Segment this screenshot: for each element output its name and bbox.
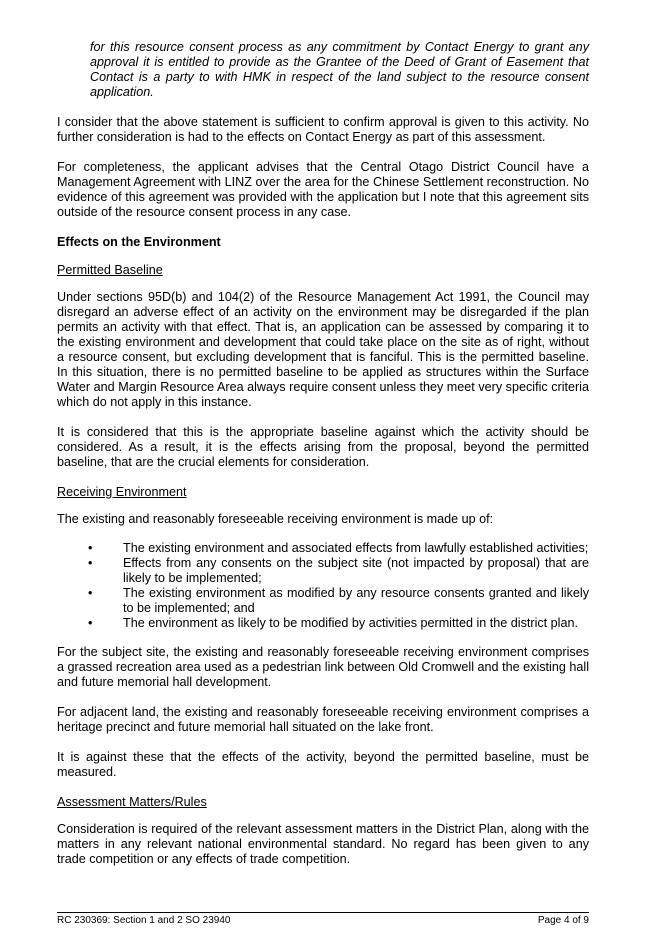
footer-reference: RC 230369: Section 1 and 2 SO 23940 <box>57 915 231 926</box>
list-item-text: The environment as likely to be modified by activities permitted in the district plan. <box>123 616 578 630</box>
subheading-permitted-baseline: Permitted Baseline <box>57 263 163 277</box>
paragraph-completeness: For completeness, the applicant advises that the Central Otago District Council have a Management Agreement with LINZ over the area for the Chinese Settlement reconstruction. No evidence of this agreement was provided with the application but I note that this agreement sits outside of the resource consent process in any case. <box>57 160 589 219</box>
paragraph-receiving-intro: The existing and reasonably foreseeable receiving environment is made up of: <box>57 512 494 526</box>
paragraph-permitted-baseline-1: Under sections 95D(b) and 104(2) of the Resource Management Act 1991, the Council may disregard an adverse effect of an activity on the environment may be disregarded if the plan permits an activity with that effect. That is, an application can be assessed by comparing it to the existing environment and development that could take place on the site as of right, without a resource consent, but excluding development that is fanciful. This is the permitted baseline. In this situation, there is no permitted baseline to be applied as structures within the Surface Water and Margin Resource Area always require consent unless they meet very specific criteria which do not apply in this instance. <box>57 290 589 409</box>
list-item-text: Effects from any consents on the subject site (not impacted by proposal) that are likely to be implemented; <box>123 556 589 585</box>
list-item <box>57 586 589 616</box>
list-item <box>57 616 589 631</box>
bullet-icon: • <box>88 616 93 630</box>
footer-divider <box>57 912 589 913</box>
list-item <box>57 556 589 586</box>
paragraph-subject-site: For the subject site, the existing and reasonably foreseeable receiving environment comprises a grassed recreation area used as a pedestrian link between Old Cromwell and the existing hall and future memorial hall development. <box>57 645 589 689</box>
paragraph-against-these: It is against these that the effects of the activity, beyond the permitted baseline, must be measured. <box>57 750 589 779</box>
list-item-text: The existing environment and associated effects from lawfully established activities; <box>123 541 589 555</box>
bullet-icon: • <box>88 556 93 570</box>
paragraph-permitted-baseline-2: It is considered that this is the appropriate baseline against which the activity should be considered. As a result, it is the effects arising from the proposal, beyond the permitted baseline, that are the crucial elements for consideration. <box>57 425 589 469</box>
list-item <box>57 541 589 556</box>
section-heading-effects: Effects on the Environment <box>57 235 221 249</box>
paragraph-assessment: Consideration is required of the relevant assessment matters in the District Plan, along with the matters in any relevant national environmental standard. No regard has been given to any trade competition or any effects of trade competition. <box>57 822 589 866</box>
quoted-statement: for this resource consent process as any commitment by Contact Energy to grant any approval it is entitled to provide as the Grantee of the Deed of Grant of Easement that Contact is a party to with HMK in respect of the land subject to the resource consent application. <box>90 40 589 99</box>
paragraph-adjacent-land: For adjacent land, the existing and reasonably foreseeable receiving environment comprises a heritage precinct and future memorial hall situated on the lake front. <box>57 705 589 734</box>
list-item-text: The existing environment as modified by any resource consents granted and likely to be implemented; and <box>123 586 589 615</box>
page-number: Page 4 of 9 <box>537 915 589 926</box>
subheading-assessment-matters: Assessment Matters/Rules <box>57 795 207 809</box>
receiving-environment-list <box>57 541 589 631</box>
bullet-icon: • <box>88 541 93 555</box>
subheading-receiving-environment: Receiving Environment <box>57 485 187 499</box>
page-body <box>57 40 589 882</box>
paragraph-consider: I consider that the above statement is sufficient to confirm approval is given to this activity. No further consideration is had to the effects on Contact Energy as part of this assessment. <box>57 115 589 144</box>
bullet-icon: • <box>88 586 93 600</box>
